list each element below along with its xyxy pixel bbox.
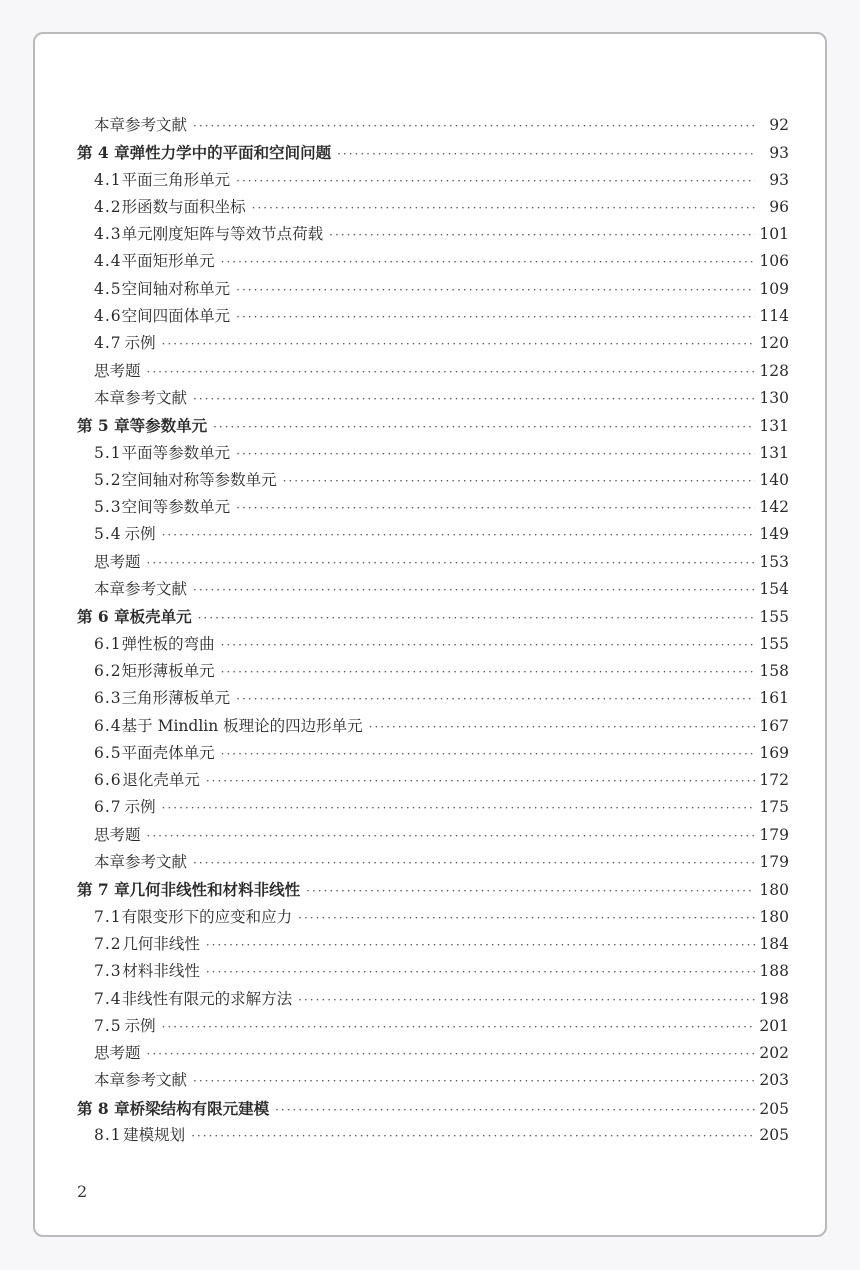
toc-section-number: 6.3 <box>94 689 122 708</box>
toc-section-number: 6.6 <box>94 771 122 790</box>
toc-entry-row[interactable] <box>77 467 789 494</box>
toc-page-number: 140 <box>759 470 789 489</box>
toc-title: 有限变形下的应变和应力 <box>121 907 293 926</box>
toc-entry-row[interactable] <box>77 276 789 303</box>
toc-entry-row[interactable] <box>77 330 789 357</box>
toc-page-number: 180 <box>759 881 789 900</box>
toc-section-number: 6.5 <box>94 743 122 762</box>
dot-leader <box>193 850 755 877</box>
dot-leader <box>236 686 755 713</box>
dot-leader <box>337 141 755 168</box>
dot-leader <box>206 959 755 986</box>
toc-title: 单元刚度矩阵与等效节点荷载 <box>121 225 324 244</box>
toc-entry-row[interactable] <box>77 1122 789 1149</box>
toc-title: 几何非线性 <box>122 934 200 953</box>
dot-leader <box>193 113 755 140</box>
toc-entry-row[interactable] <box>77 112 789 139</box>
toc-page-number: 131 <box>759 443 789 462</box>
toc-page-number: 155 <box>759 608 789 627</box>
toc-title: 三角形薄板单元 <box>121 689 231 708</box>
dot-leader <box>298 905 755 932</box>
toc-title: 建模规划 <box>123 1125 186 1144</box>
toc-page-number: 161 <box>759 689 789 708</box>
dot-leader <box>198 605 755 632</box>
dot-leader <box>221 249 755 276</box>
toc-chapter-row[interactable] <box>77 603 789 630</box>
dot-leader <box>193 386 755 413</box>
toc-title: 弹性板的弯曲 <box>121 634 215 653</box>
toc-section-number: 5.3 <box>94 498 122 517</box>
toc-page-number: 205 <box>759 1099 789 1118</box>
toc-page-number: 202 <box>759 1044 789 1063</box>
toc-section-number: 4.4 <box>94 252 122 271</box>
toc-title: 空间等参数单元 <box>121 498 231 517</box>
toc-chapter-number: 第 8 章 <box>77 1098 130 1118</box>
toc-page-number: 158 <box>759 661 789 680</box>
toc-page-number: 155 <box>759 634 789 653</box>
dot-leader <box>193 1068 755 1095</box>
toc-section-number: 8.1 <box>94 1125 122 1144</box>
toc-title: 空间四面体单元 <box>121 307 231 326</box>
toc-page-number: 169 <box>759 743 789 762</box>
toc-chapter-row[interactable] <box>77 139 789 166</box>
toc-page-number: 101 <box>759 225 789 244</box>
toc-page-number: 167 <box>759 716 789 735</box>
toc-entry-row[interactable] <box>77 631 789 658</box>
toc-title: 矩形薄板单元 <box>121 661 215 680</box>
toc-title: 本章参考文献 <box>94 116 188 134</box>
dot-leader <box>236 441 755 468</box>
toc-page-number: 188 <box>759 962 789 981</box>
toc-title: 示例 <box>124 798 156 817</box>
dot-leader <box>283 468 755 495</box>
toc-entry-row[interactable] <box>77 849 789 876</box>
toc-page-number: 149 <box>759 525 789 544</box>
toc-title: 示例 <box>124 525 156 544</box>
toc-title: 板壳单元 <box>129 607 192 627</box>
toc-title: 本章参考文献 <box>94 580 188 599</box>
toc-page-number: 93 <box>769 170 789 189</box>
toc-title: 思考题 <box>94 552 141 571</box>
toc-entry-row[interactable] <box>77 958 789 985</box>
dot-leader <box>162 522 755 549</box>
toc-page-number: 120 <box>759 334 789 353</box>
toc-entry-row[interactable] <box>77 904 789 931</box>
toc-title: 平面矩形单元 <box>121 252 215 271</box>
toc-entry-row[interactable] <box>77 1067 789 1094</box>
toc-entry-row[interactable] <box>77 822 789 849</box>
toc-title: 空间轴对称单元 <box>121 279 231 298</box>
toc-chapter-row[interactable] <box>77 1095 789 1122</box>
table-of-contents <box>77 112 789 1149</box>
toc-chapter-number: 第 5 章 <box>77 416 130 436</box>
toc-section-number: 7.2 <box>94 934 122 953</box>
toc-page-number: 130 <box>759 388 789 407</box>
toc-page-number: 106 <box>759 252 789 271</box>
toc-page-number: 184 <box>759 934 789 953</box>
toc-section-number: 4.5 <box>94 279 122 298</box>
dot-leader <box>162 795 755 822</box>
dot-leader <box>206 768 755 795</box>
dot-leader <box>275 1097 755 1124</box>
toc-entry-row[interactable] <box>77 1013 789 1040</box>
dot-leader <box>147 1041 755 1068</box>
toc-title: 弹性力学中的平面和空间问题 <box>129 143 332 163</box>
toc-title: 平面三角形单元 <box>121 170 231 189</box>
toc-title: 示例 <box>124 334 156 353</box>
toc-entry-row[interactable] <box>77 740 789 767</box>
dot-leader <box>236 277 755 304</box>
toc-entry-row[interactable] <box>77 576 789 603</box>
toc-entry-row[interactable] <box>77 549 789 576</box>
toc-title: 示例 <box>124 1016 156 1035</box>
toc-title: 思考题 <box>94 1044 141 1063</box>
dot-leader <box>298 987 755 1014</box>
dot-leader <box>252 195 755 222</box>
toc-page-number: 128 <box>759 361 789 380</box>
toc-entry-row[interactable] <box>77 248 789 275</box>
toc-entry-row[interactable] <box>77 385 789 412</box>
toc-title: 桥梁结构有限元建模 <box>129 1098 270 1118</box>
book-page <box>33 32 827 1237</box>
toc-page-number: 114 <box>759 307 789 326</box>
toc-title: 退化壳单元 <box>122 771 200 790</box>
dot-leader <box>162 1014 755 1041</box>
toc-title: 空间轴对称等参数单元 <box>121 470 277 489</box>
toc-page-number: 172 <box>759 771 789 790</box>
toc-title: 本章参考文献 <box>94 853 188 872</box>
toc-title: 非线性有限元的求解方法 <box>121 989 293 1008</box>
toc-chapter-row[interactable] <box>77 412 789 439</box>
toc-section-number: 5.1 <box>94 443 122 462</box>
toc-entry-row[interactable] <box>77 521 789 548</box>
toc-page-number: 203 <box>759 1071 789 1090</box>
toc-title: 等参数单元 <box>129 416 208 436</box>
toc-page-number: 198 <box>759 989 789 1008</box>
toc-title: 思考题 <box>94 361 141 380</box>
dot-leader <box>147 823 755 850</box>
toc-entry-row[interactable] <box>77 440 789 467</box>
toc-entry-row[interactable] <box>77 494 789 521</box>
dot-leader <box>206 932 755 959</box>
toc-page-number: 179 <box>759 825 789 844</box>
dot-leader <box>221 741 755 768</box>
toc-section-number: 4.3 <box>94 225 122 244</box>
toc-title: 思考题 <box>94 825 141 844</box>
toc-entry-row[interactable] <box>77 303 789 330</box>
toc-title: 平面壳体单元 <box>121 743 215 762</box>
toc-page-number: 109 <box>759 279 789 298</box>
toc-page-number: 92 <box>769 116 789 134</box>
dot-leader <box>221 659 755 686</box>
toc-section-number: 6.7 <box>94 798 122 817</box>
dot-leader <box>236 304 755 331</box>
toc-page-number: 153 <box>759 552 789 571</box>
dot-leader <box>162 331 755 358</box>
toc-section-number: 6.2 <box>94 661 122 680</box>
toc-page-number: 142 <box>759 498 789 517</box>
toc-entry-row[interactable] <box>77 931 789 958</box>
dot-leader <box>369 714 755 741</box>
toc-chapter-row[interactable] <box>77 876 789 903</box>
toc-section-number: 4.7 <box>94 334 122 353</box>
toc-chapter-number: 第 6 章 <box>77 607 130 627</box>
toc-entry-row[interactable] <box>77 658 789 685</box>
toc-section-number: 6.4 <box>94 716 122 735</box>
toc-page-number: 205 <box>759 1125 789 1144</box>
dot-leader <box>236 495 755 522</box>
page-number: 2 <box>77 1182 88 1201</box>
toc-title: 本章参考文献 <box>94 1071 188 1090</box>
toc-title: 材料非线性 <box>122 962 200 981</box>
toc-section-number: 4.2 <box>94 197 122 216</box>
toc-page-number: 201 <box>759 1016 789 1035</box>
toc-title: 形函数与面积坐标 <box>121 197 246 216</box>
dot-leader <box>191 1123 755 1150</box>
toc-page-number: 180 <box>759 907 789 926</box>
toc-entry-row[interactable] <box>77 713 789 740</box>
toc-section-number: 5.4 <box>94 525 122 544</box>
toc-title: 几何非线性和材料非线性 <box>129 880 301 900</box>
toc-page-number: 131 <box>759 417 789 436</box>
toc-section-number: 7.5 <box>94 1016 122 1035</box>
toc-entry-row[interactable] <box>77 767 789 794</box>
toc-section-number: 7.1 <box>94 907 122 926</box>
toc-title: 平面等参数单元 <box>121 443 231 462</box>
toc-chapter-number: 第 7 章 <box>77 880 130 900</box>
toc-section-number: 6.1 <box>94 634 122 653</box>
dot-leader <box>147 359 755 386</box>
toc-entry-row[interactable] <box>77 794 789 821</box>
toc-section-number: 7.4 <box>94 989 122 1008</box>
toc-page-number: 154 <box>759 580 789 599</box>
toc-chapter-number: 第 4 章 <box>77 143 130 163</box>
toc-page-number: 93 <box>769 144 789 163</box>
toc-section-number: 7.3 <box>94 962 122 981</box>
toc-entry-row[interactable] <box>77 358 789 385</box>
toc-section-number: 4.6 <box>94 307 122 326</box>
dot-leader <box>147 550 755 577</box>
toc-title: 基于 Mindlin 板理论的四边形单元 <box>121 716 363 735</box>
toc-section-number: 5.2 <box>94 470 122 489</box>
dot-leader <box>193 577 755 604</box>
toc-entry-row[interactable] <box>77 167 789 194</box>
dot-leader <box>213 414 755 441</box>
toc-entry-row[interactable] <box>77 986 789 1013</box>
toc-section-number: 4.1 <box>94 170 122 189</box>
dot-leader <box>306 878 755 905</box>
toc-page-number: 175 <box>759 798 789 817</box>
toc-entry-row[interactable] <box>77 685 789 712</box>
toc-entry-row[interactable] <box>77 221 789 248</box>
dot-leader <box>236 168 755 195</box>
toc-page-number: 179 <box>759 853 789 872</box>
toc-page-number: 96 <box>769 197 789 216</box>
toc-entry-row[interactable] <box>77 194 789 221</box>
toc-entry-row[interactable] <box>77 1040 789 1067</box>
dot-leader <box>329 222 755 249</box>
dot-leader <box>221 632 755 659</box>
toc-title: 本章参考文献 <box>94 388 188 407</box>
